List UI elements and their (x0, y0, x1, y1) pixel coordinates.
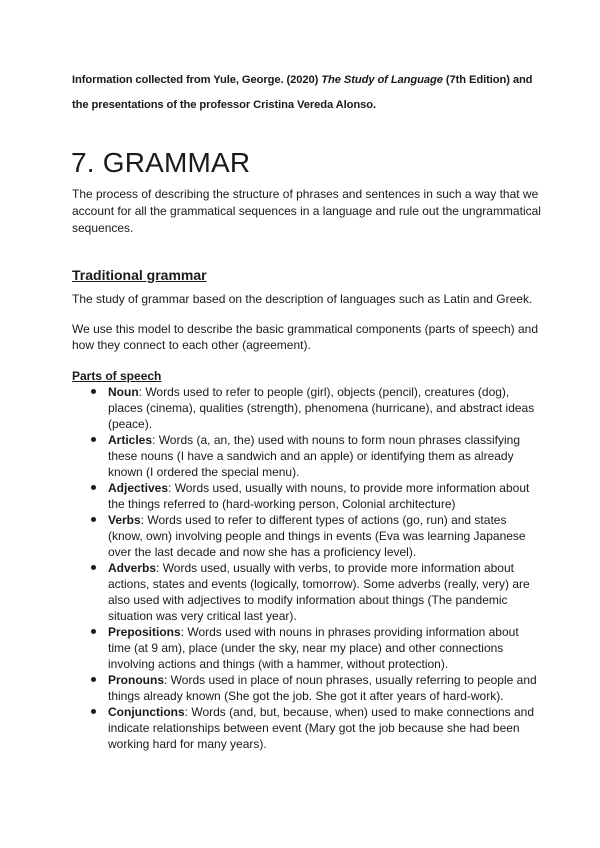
definition: : Words (a, an, the) used with nouns to form noun phrases classifying these nouns (I have a sandwich and an apple) or identifying them as already known (I ordered the special menu). (108, 433, 520, 479)
bullet-icon (91, 677, 96, 682)
list-item-prepositions (108, 624, 538, 672)
parts-of-speech-list (108, 384, 538, 752)
term: Articles (108, 433, 153, 447)
traditional-paragraph-2: We use this model to describe the basic grammatical components (parts of speech) and how they connect to each other (agreement). (72, 322, 539, 352)
term: Noun (108, 385, 139, 399)
bullet-icon (91, 437, 96, 442)
term: Prepositions (108, 625, 181, 639)
list-item-adjectives (108, 480, 538, 512)
bullet-icon (91, 517, 96, 522)
definition: : Words used in place of noun phrases, usually referring to people and things already known (She got the job. She got it after years of hard-work). (108, 673, 537, 703)
section-heading-traditional-grammar: Traditional grammar (72, 267, 207, 283)
source-text-part1: Information collected from Yule, George. (2020) (72, 74, 322, 86)
intro-paragraph: The process of describing the structure of phrases and sentences in such a way that we account for all the grammatical sequences in a language and rule out the ungrammatical sequences. (72, 187, 541, 235)
list-item-articles (108, 432, 538, 480)
list-item-pronouns (108, 672, 538, 704)
source-book-title: The Study of Language (321, 74, 443, 86)
source-text-part2: (7th Edition) and the presentations of the professor Cristina Vereda Alonso. (72, 74, 533, 111)
list-item-noun (108, 384, 538, 432)
definition: : Words (and, but, because, when) used to make connections and indicate relationships between event (Mary got the job because she had been working hard for many years). (108, 705, 534, 751)
list-item-conjunctions (108, 704, 538, 752)
definition: : Words used with nouns in phrases providing information about time (at 9 am), place (under the sky, near my place) and other connections involving actions and things (with a hammer, without protection). (108, 625, 519, 671)
bullet-icon (91, 629, 96, 634)
bullet-icon (91, 389, 96, 394)
term: Conjunctions (108, 705, 185, 719)
term: Verbs (108, 513, 141, 527)
source-note (72, 68, 542, 118)
definition: : Words used, usually with nouns, to provide more information about the things referred to (hard-working person, Colonial architecture) (108, 481, 530, 511)
term: Adjectives (108, 481, 169, 495)
bullet-icon (91, 485, 96, 490)
term: Adverbs (108, 561, 157, 575)
subheading-parts-of-speech: Parts of speech (72, 369, 162, 383)
traditional-paragraph-1: The study of grammar based on the description of languages such as Latin and Greek. (72, 292, 533, 306)
list-item-adverbs (108, 560, 538, 624)
page-title: 7. GRAMMAR (71, 147, 251, 178)
definition: : Words used to refer to people (girl), objects (pencil), creatures (dog), places (cinema), qualities (strength), phenomena (hurricane), and abstract ideas (peace). (108, 385, 535, 431)
definition: : Words used to refer to different types of actions (go, run) and states (know, own) involving people and things in events (Eva was learning Japanese over the last decade and now she has a proficiency level). (108, 513, 526, 559)
bullet-icon (91, 565, 96, 570)
bullet-icon (91, 709, 96, 714)
list-item-verbs (108, 512, 538, 560)
term: Pronouns (108, 673, 164, 687)
definition: : Words used, usually with verbs, to provide more information about actions, states and events (logically, tomorrow). Some adverbs (really, very) are also used with adjectives to modify information about things (The pandemic situation was very critical last year). (108, 561, 530, 623)
